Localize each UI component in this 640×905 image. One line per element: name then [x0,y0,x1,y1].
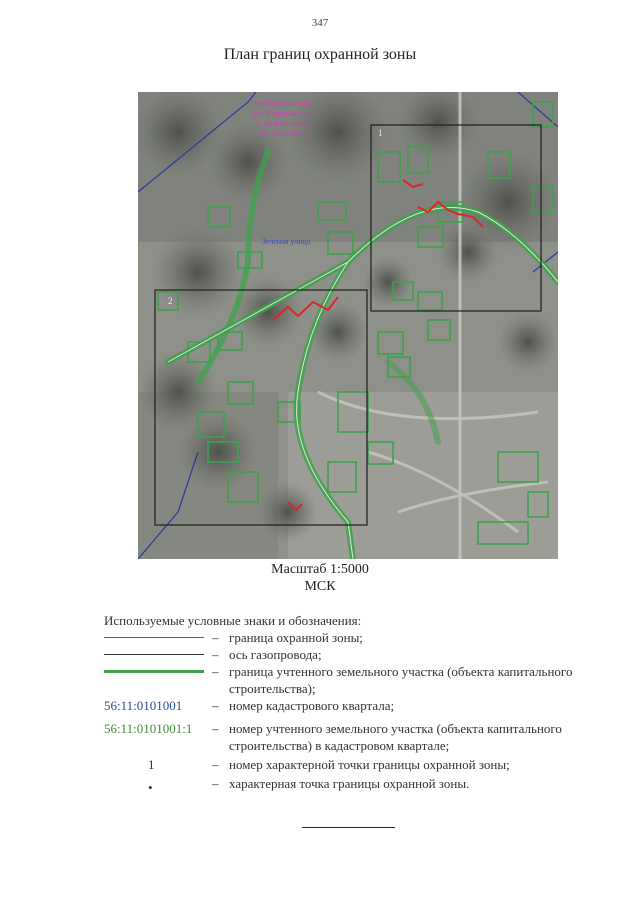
map-scale: Масштаб 1:5000 [271,562,369,577]
aerial-map[interactable] [138,92,558,559]
legend-text: номер учтенного земельного участка (объекта капитального строительства) в кадастровом квартале; [229,721,562,753]
legend-text: номер кадастрового квартала; [229,698,395,713]
parcel-number-code: 56:11:0101001:1 [104,721,193,736]
legend-text: ось газопровода; [229,647,322,662]
legend-dash: – [212,698,219,713]
zone-label-1: 1 [378,128,383,138]
map-canvas [138,92,558,559]
legend-text: граница учтенного земельного участка (объекта капитального строительства); [229,664,573,696]
footer-rule [302,827,395,828]
district-label-line-3: с. Кузьминовка, [256,119,310,128]
page-number: 347 [311,17,329,29]
land-parcel-line-symbol [104,670,204,673]
coordinate-system: МСК [304,579,336,594]
point-number-symbol: 1 [148,757,155,772]
legend-item-parcel-number [104,720,604,754]
district-label-line-4: ул. Советская [259,129,307,138]
legend-item-point-marker [104,775,604,795]
legend-item-point-number [104,756,604,773]
legend-item-land-parcel [104,663,604,697]
point-marker-symbol: • [148,780,153,795]
district-label-line-1: Оренбургская обл., [250,99,316,108]
legend-dash: – [212,630,219,645]
legend-text: граница охранной зоны; [229,630,363,645]
legend-dash: – [212,721,219,736]
legend-text: номер характерной точки границы охранной зоны; [229,757,510,772]
legend-dash: – [212,664,219,679]
street-label: Зеленая улица [261,237,311,246]
legend-dash: – [212,647,219,662]
legend-dash: – [212,757,219,772]
legend-heading: Используемые условные знаки и обозначения: [104,613,362,628]
legend-item-gas-axis [104,646,604,663]
legend-text: характерная точка границы охранной зоны. [229,776,470,791]
legend-item-cadastral-quarter [104,697,604,714]
legend-item-zone-boundary [104,629,604,646]
district-label-line-2: р-н Шарлыкский, [253,109,313,118]
legend-dash: – [212,776,219,791]
zone-boundary-line-symbol [104,637,204,638]
cadastral-quarter-code: 56:11:0101001 [104,698,183,713]
zone-label-2: 2 [168,296,173,306]
gas-axis-line-symbol [104,654,204,655]
page-title: План границ охранной зоны [223,46,417,63]
